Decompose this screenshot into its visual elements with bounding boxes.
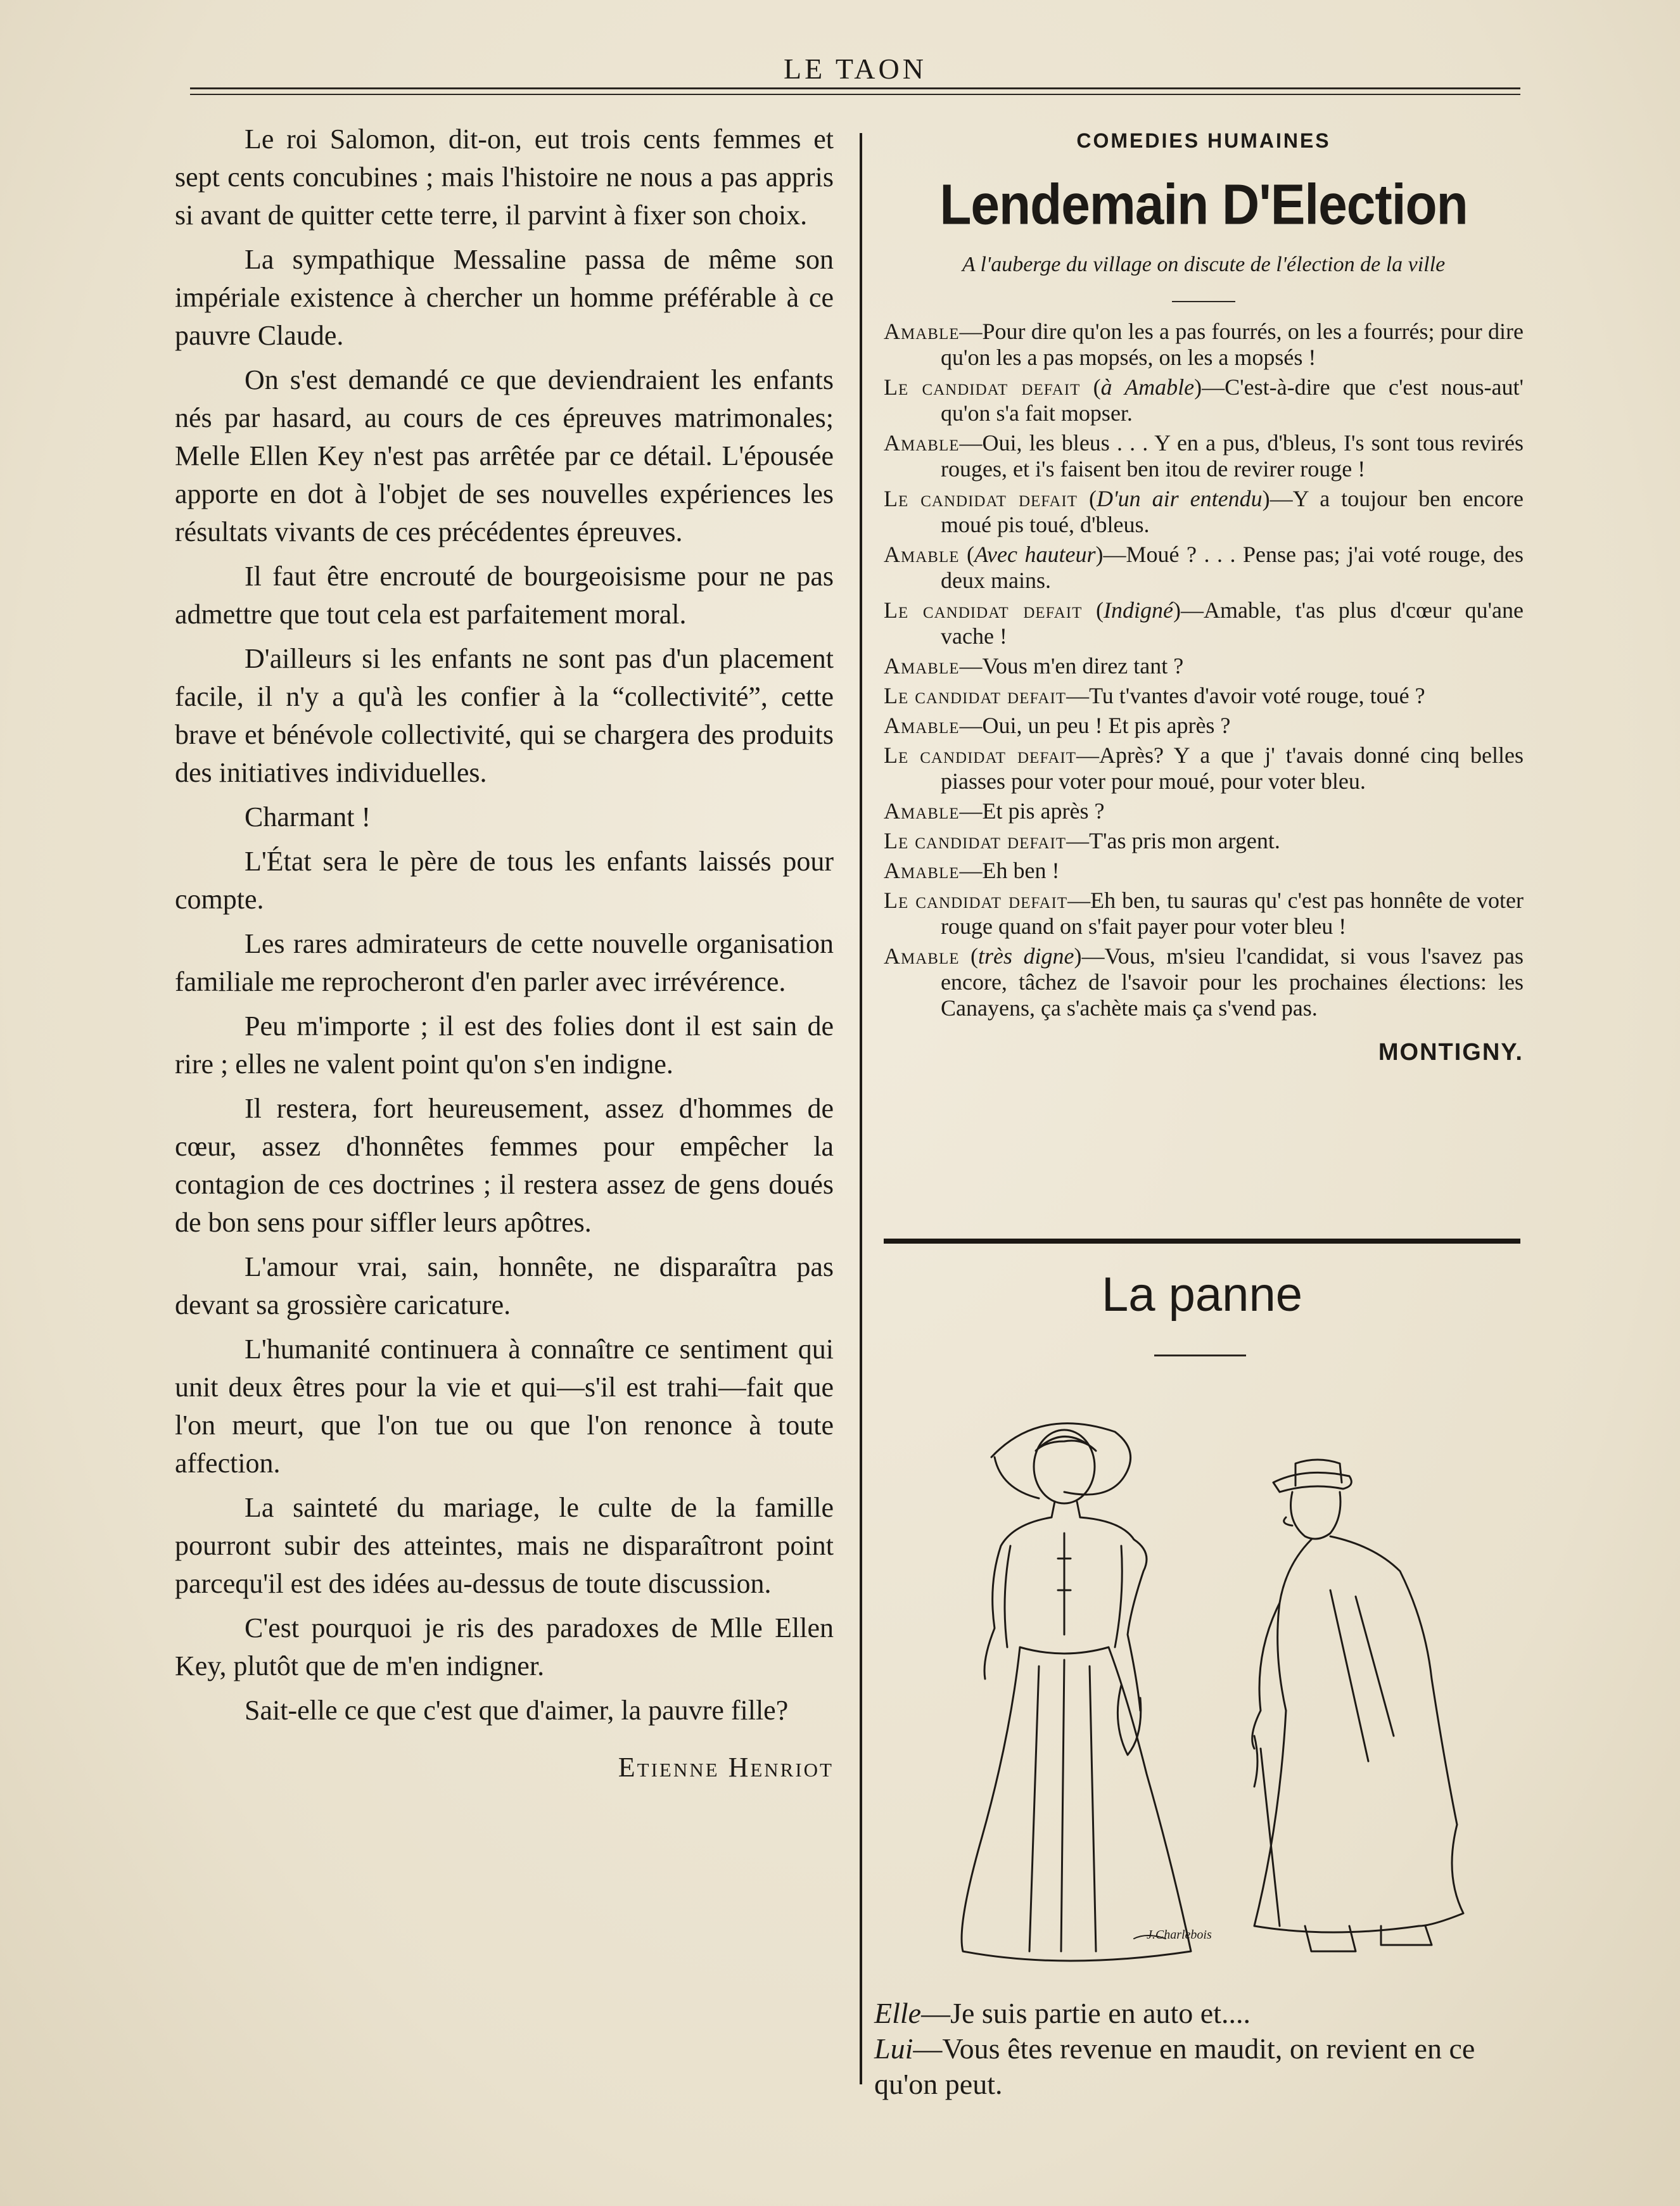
dialog-text: —Amable, t'as plus d'cœur qu'ane vache ! (941, 597, 1524, 649)
speaker-name: Le candidat defait (884, 743, 1077, 768)
dialog-line (884, 430, 1524, 482)
dialog-line: Amable (très digne)—Vous, m'sieu l'candidat, si vous l'savez pas encore, tâchez de l'savoir pour les prochaines élections: les Canayens, ça s'achète mais ça s'vend pas. (884, 943, 1524, 1021)
speaker-name: Le candidat defait (884, 888, 1068, 913)
speaker-name: Amable (884, 798, 960, 824)
caption-line-1 (874, 1996, 1533, 2031)
play-column (884, 120, 1524, 1066)
cartoon-title-rule (1154, 1355, 1246, 1356)
article-signature: Etienne Henriot (618, 1752, 834, 1783)
speaker-name: Le candidat defait (884, 374, 1081, 400)
dialog-text: —Après? Y a que j' t'avais donné cinq belles piasses pour voter pour moué, pour voter bleu. (941, 743, 1524, 794)
article-left (175, 120, 834, 1793)
dialog-text: —Oui, les bleus . . . Y en a pus, d'bleus, I's sont tous revirés rouges, et i's faisent ben itou de revirer rouge ! (941, 430, 1524, 481)
cartoon-title: La panne (1102, 1268, 1302, 1322)
paragraph: Le roi Salomon, dit-on, eut trois cents femmes et sept cents concubines ; mais l'histoire ne nous a pas appris si avant de quitter cette terre, il parvint à fixer son choix. (175, 124, 834, 231)
stage-direction: très digne (977, 943, 1074, 969)
speaker-name: Amable (884, 319, 960, 344)
dialog-line (884, 888, 1524, 940)
caption-speaker: Elle (874, 1997, 922, 2029)
cartoon-illustration (874, 1381, 1533, 1977)
stage-direction: Indigné (1104, 597, 1174, 623)
speaker-name: Amable (884, 713, 960, 738)
dialog-text: —Oui, un peu ! Et pis après ? (959, 713, 1231, 738)
paragraph: L'humanité continuera à connaître ce sentiment qui unit deux êtres pour la vie et qui—s'il est trahi—fait que l'on meurt, que l'on tue ou que l'on renonce à toute affection. (175, 1334, 834, 1479)
dialog-text: —Vous, m'sieu l'candidat, si vous l'savez pas encore, tâchez de l'savoir pour les prochaines élections: les Canayens, ça s'achète mais ça s'vend pas. (941, 943, 1524, 1021)
section-kicker: COMEDIES HUMAINES (1076, 129, 1331, 152)
dialog-line (884, 683, 1524, 709)
stage-direction: Avec hauteur (974, 542, 1096, 567)
dialog-line (884, 798, 1524, 824)
paragraph: On s'est demandé ce que deviendraient les enfants nés par hasard, au cours de ces épreuves matrimonales; Melle Ellen Key n'est pas arrêtée par ce détail. L'épousée apporte en dot à l'objet de ses nouvelles expériences les résultats vivants de ces précédentes épreuves. (175, 364, 834, 547)
dialog-text: —Y a toujour ben encore moué pis toué, d'bleus. (941, 486, 1524, 537)
play-author: MONTIGNY. (1378, 1039, 1524, 1066)
artist-signature: J.Charlebois (1147, 1928, 1212, 1942)
paragraph: La sympathique Messaline passa de même son impériale existence à chercher un homme préférable à ce pauvre Claude. (175, 244, 834, 351)
paragraph: Charmant ! (245, 801, 371, 832)
speaker-name: Le candidat defait (884, 683, 1067, 708)
paragraph: L'amour vrai, sain, honnête, ne disparaîtra pas devant sa grossière caricature. (175, 1251, 834, 1320)
cartoon-caption (874, 1996, 1533, 2102)
dialog-text: —Eh ben, tu sauras qu' c'est pas honnête de voter rouge quand on s'fait payer pour voter bleu ! (941, 888, 1524, 939)
paragraph: Il faut être encrouté de bourgeoisisme pour ne pas admettre que tout cela est parfaitement moral. (175, 561, 834, 630)
caption-text: —Vous êtes revenue en maudit, on revient en ce qu'on peut. (874, 2032, 1475, 2100)
speaker-name: Amable (884, 943, 960, 969)
dialog-text: —T'as pris mon argent. (1066, 828, 1280, 853)
caption-speaker: Lui (874, 2032, 913, 2065)
paragraph: Peu m'importe ; il est des folies dont il est sain de rire ; elles ne valent point qu'on s'en indigne. (175, 1011, 834, 1080)
caption-line-2 (874, 2031, 1533, 2102)
speaker-name: Amable (884, 542, 960, 567)
page-header: LE TAON (784, 53, 927, 85)
man-figure (1252, 1460, 1463, 1951)
dialog-text: —Eh ben ! (959, 858, 1060, 883)
dialog-text: —C'est-à-dire que c'est nous-aut' qu'on s'a fait mopser. (941, 374, 1524, 426)
play-title: Lendemain D'Election (939, 173, 1468, 237)
speaker-name: Le candidat defait (884, 597, 1083, 623)
paragraph: Il restera, fort heureusement, assez d'hommes de cœur, assez d'honnêtes femmes pour empêcher la contagion de ces doctrines ; il restera assez de gens doués de bon sens pour siffler leurs apôtres. (175, 1093, 834, 1238)
caption-text: —Je suis partie en auto et.... (921, 1997, 1251, 2029)
dialog-line: Le candidat defait (D'un air entendu)—Y a toujour ben encore moué pis toué, d'bleus. (884, 486, 1524, 537)
dialog-line (884, 858, 1524, 884)
play-intro: A l'auberge du village on discute de l'élection de la ville (962, 253, 1446, 276)
dialog-line (884, 319, 1524, 371)
header-rule-double (190, 94, 1520, 95)
speaker-name: Le candidat defait (884, 828, 1067, 853)
stage-direction: D'un air entendu (1096, 486, 1263, 511)
dialog-block (884, 319, 1524, 1021)
dialog-line (884, 828, 1524, 854)
title-rule (1172, 301, 1235, 302)
paragraph: D'ailleurs si les enfants ne sont pas d'un placement facile, il n'y a qu'à les confier à la “collectivité”, cette brave et bénévole collectivité, qui se chargera des produits des initiatives individuelles. (175, 643, 834, 788)
dialog-text: —Tu t'vantes d'avoir voté rouge, toué ? (1066, 683, 1425, 708)
paragraph: Les rares admirateurs de cette nouvelle organisation familiale me reprocheront d'en parler avec irrévérence. (175, 928, 834, 997)
dialog-line: Amable (Avec hauteur)—Moué ? . . . Pense pas; j'ai voté rouge, des deux mains. (884, 542, 1524, 593)
speaker-name: Amable (884, 430, 960, 456)
stage-direction: à Amable (1100, 374, 1195, 400)
speaker-name: Amable (884, 858, 960, 883)
dialog-line (884, 743, 1524, 794)
section-rule (884, 1239, 1520, 1244)
speaker-name: Le candidat defait (884, 486, 1078, 511)
paragraph: Sait-elle ce que c'est que d'aimer, la pauvre fille? (245, 1695, 789, 1726)
paragraph: C'est pourquoi je ris des paradoxes de Mlle Ellen Key, plutôt que de m'en indigner. (175, 1612, 834, 1681)
paragraph: La sainteté du mariage, le culte de la famille pourront subir des atteintes, mais ne disparaîtront point parcequ'il est des idées au-dessus de toute discussion. (175, 1492, 834, 1599)
paragraph: L'État sera le père de tous les enfants laissés pour compte. (175, 846, 834, 915)
column-divider (860, 133, 862, 2084)
dialog-text: —Vous m'en direz tant ? (959, 653, 1184, 679)
woman-figure (962, 1424, 1191, 1961)
dialog-line (884, 713, 1524, 739)
header-rule (190, 87, 1520, 89)
dialog-text: —Et pis après ? (959, 798, 1105, 824)
dialog-text: —Moué ? . . . Pense pas; j'ai voté rouge, des deux mains. (941, 542, 1524, 593)
dialog-text: —Pour dire qu'on les a pas fourrés, on les a fourrés; pour dire qu'on les a pas mopsés, on les a mopsés ! (941, 319, 1524, 370)
speaker-name: Amable (884, 653, 960, 679)
dialog-line: Le candidat defait (à Amable)—C'est-à-dire que c'est nous-aut' qu'on s'a fait mopser. (884, 374, 1524, 426)
dialog-line (884, 653, 1524, 679)
dialog-line: Le candidat defait (Indigné)—Amable, t'as plus d'cœur qu'ane vache ! (884, 597, 1524, 649)
